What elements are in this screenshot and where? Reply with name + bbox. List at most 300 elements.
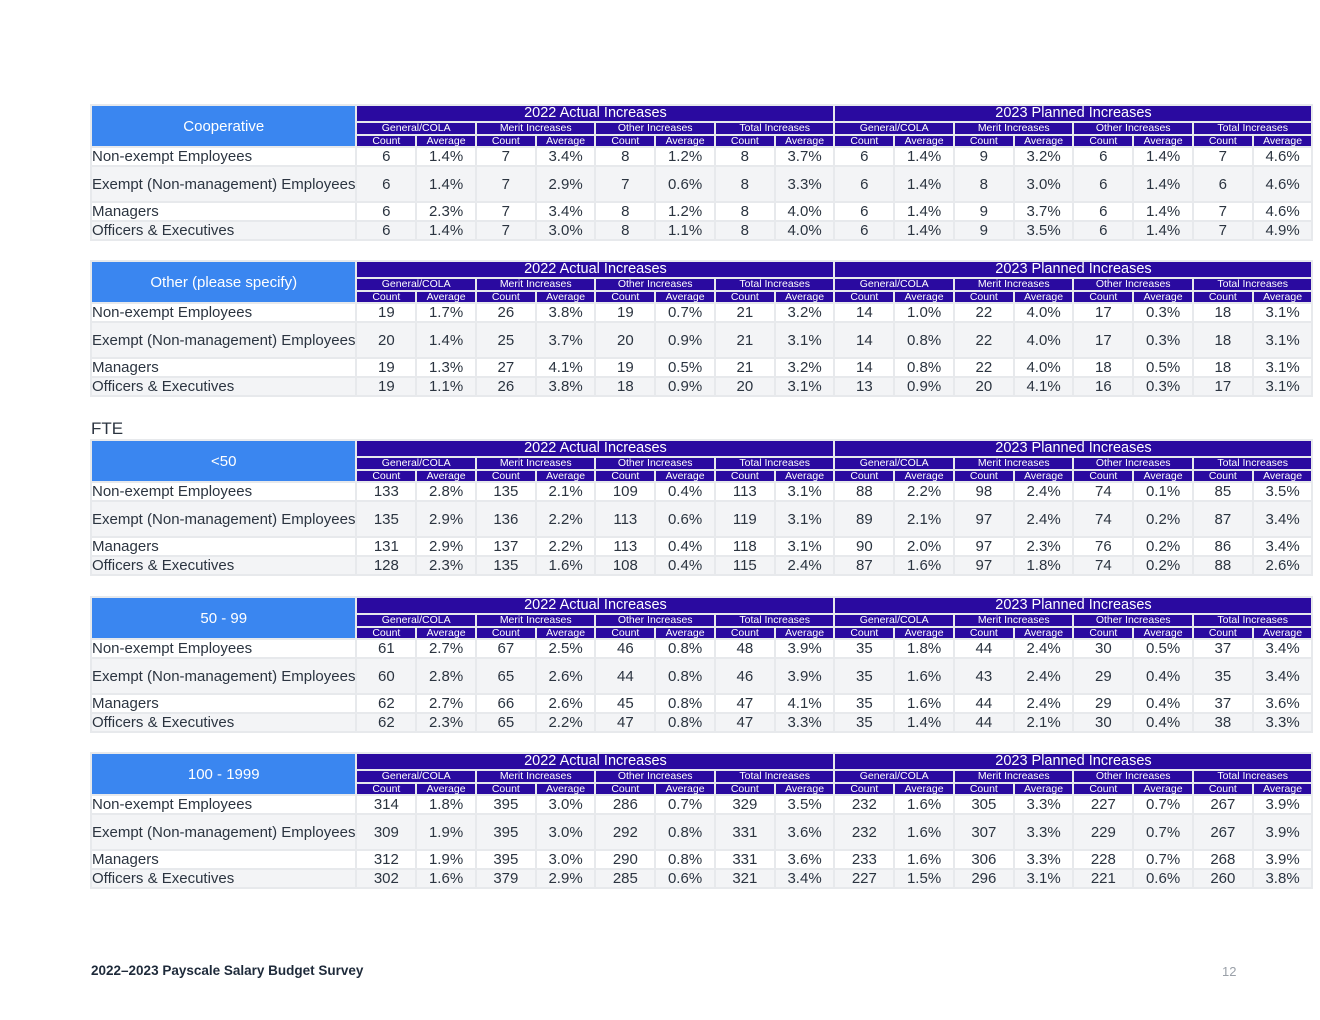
- column-label-average: Average: [1015, 628, 1073, 638]
- count-cell: 18: [1074, 359, 1132, 376]
- average-cell: 1.3%: [417, 359, 475, 376]
- average-cell: 3.5%: [776, 796, 834, 813]
- average-cell: 1.4%: [895, 167, 953, 201]
- count-cell: 6: [1074, 222, 1132, 239]
- average-cell: 0.4%: [656, 557, 714, 574]
- average-cell: 2.3%: [1015, 538, 1073, 555]
- average-cell: 1.8%: [417, 796, 475, 813]
- average-cell: 0.5%: [1134, 640, 1192, 657]
- count-cell: 232: [835, 815, 893, 849]
- count-cell: 26: [477, 304, 535, 321]
- column-label-average: Average: [417, 628, 475, 638]
- salary-table: [90, 596, 1313, 733]
- count-cell: 18: [596, 378, 654, 395]
- average-cell: 3.9%: [776, 659, 834, 693]
- count-cell: 44: [596, 659, 654, 693]
- count-cell: 30: [1074, 714, 1132, 731]
- count-cell: 6: [835, 222, 893, 239]
- average-cell: 1.6%: [895, 557, 953, 574]
- average-cell: 0.9%: [895, 378, 953, 395]
- average-cell: 2.4%: [1015, 659, 1073, 693]
- column-label-count: Count: [835, 784, 893, 794]
- table-category-title: Cooperative: [92, 106, 355, 146]
- count-cell: 37: [1194, 695, 1252, 712]
- average-cell: 3.1%: [776, 378, 834, 395]
- count-cell: 37: [1194, 640, 1252, 657]
- average-cell: 2.4%: [1015, 502, 1073, 536]
- average-cell: 3.4%: [1254, 538, 1312, 555]
- average-cell: 0.2%: [1134, 538, 1192, 555]
- count-cell: 74: [1074, 557, 1132, 574]
- column-label-average: Average: [1134, 471, 1192, 481]
- count-cell: 35: [835, 714, 893, 731]
- count-cell: 135: [357, 502, 415, 536]
- average-cell: 2.9%: [417, 538, 475, 555]
- subheader-increase-type: Merit Increases: [955, 771, 1073, 782]
- column-label-average: Average: [1254, 471, 1312, 481]
- count-cell: 47: [716, 714, 774, 731]
- count-cell: 395: [477, 796, 535, 813]
- column-label-count: Count: [357, 784, 415, 794]
- subheader-increase-type: Total Increases: [716, 458, 834, 469]
- subheader-increase-type: Other Increases: [596, 279, 714, 290]
- row-label: Exempt (Non-management) Employees: [92, 502, 355, 536]
- table-row: [92, 502, 1311, 536]
- count-cell: 97: [955, 538, 1013, 555]
- average-cell: 1.4%: [1134, 167, 1192, 201]
- count-cell: 8: [955, 167, 1013, 201]
- header-2022-actual: 2022 Actual Increases: [357, 441, 833, 456]
- subheader-increase-type: Other Increases: [1074, 615, 1192, 626]
- average-cell: 0.2%: [1134, 557, 1192, 574]
- average-cell: 3.6%: [776, 815, 834, 849]
- table-row: [92, 557, 1311, 574]
- column-label-average: Average: [417, 471, 475, 481]
- average-cell: 2.2%: [537, 714, 595, 731]
- count-cell: 20: [716, 378, 774, 395]
- count-cell: 18: [1194, 304, 1252, 321]
- count-cell: 74: [1074, 502, 1132, 536]
- table-category-title: <50: [92, 441, 355, 481]
- table-row: [92, 640, 1311, 657]
- subheader-increase-type: General/COLA: [835, 771, 953, 782]
- column-label-average: Average: [776, 292, 834, 302]
- average-cell: 1.6%: [417, 870, 475, 887]
- column-label-count: Count: [1194, 292, 1252, 302]
- column-label-average: Average: [656, 292, 714, 302]
- average-cell: 3.3%: [1015, 851, 1073, 868]
- count-cell: 66: [477, 695, 535, 712]
- count-cell: 61: [357, 640, 415, 657]
- count-cell: 290: [596, 851, 654, 868]
- average-cell: 2.4%: [1015, 695, 1073, 712]
- count-cell: 20: [596, 323, 654, 357]
- subheader-increase-type: Other Increases: [1074, 458, 1192, 469]
- count-cell: 7: [477, 148, 535, 165]
- count-cell: 46: [596, 640, 654, 657]
- subheader-increase-type: Other Increases: [596, 771, 714, 782]
- count-cell: 60: [357, 659, 415, 693]
- column-label-average: Average: [1015, 471, 1073, 481]
- row-label: Officers & Executives: [92, 870, 355, 887]
- count-cell: 6: [835, 203, 893, 220]
- count-cell: 109: [596, 483, 654, 500]
- subheader-increase-type: Total Increases: [716, 279, 834, 290]
- count-cell: 35: [835, 659, 893, 693]
- count-cell: 8: [716, 148, 774, 165]
- header-2023-planned: 2023 Planned Increases: [835, 598, 1311, 613]
- count-cell: 115: [716, 557, 774, 574]
- subheader-increase-type: Total Increases: [1194, 458, 1312, 469]
- column-label-average: Average: [895, 136, 953, 146]
- count-cell: 268: [1194, 851, 1252, 868]
- column-label-count: Count: [955, 471, 1013, 481]
- average-cell: 0.8%: [656, 640, 714, 657]
- count-cell: 309: [357, 815, 415, 849]
- count-cell: 312: [357, 851, 415, 868]
- subheader-increase-type: Merit Increases: [955, 615, 1073, 626]
- average-cell: 1.6%: [895, 851, 953, 868]
- salary-table: [90, 752, 1313, 889]
- count-cell: 16: [1074, 378, 1132, 395]
- average-cell: 3.6%: [1254, 695, 1312, 712]
- average-cell: 1.4%: [1134, 222, 1192, 239]
- subheader-increase-type: Total Increases: [1194, 615, 1312, 626]
- row-label: Exempt (Non-management) Employees: [92, 659, 355, 693]
- count-cell: 321: [716, 870, 774, 887]
- count-cell: 6: [1074, 203, 1132, 220]
- average-cell: 4.0%: [1015, 359, 1073, 376]
- count-cell: 292: [596, 815, 654, 849]
- row-label: Exempt (Non-management) Employees: [92, 167, 355, 201]
- average-cell: 0.5%: [656, 359, 714, 376]
- column-label-average: Average: [656, 784, 714, 794]
- average-cell: 3.8%: [537, 304, 595, 321]
- average-cell: 3.2%: [776, 359, 834, 376]
- count-cell: 44: [955, 714, 1013, 731]
- subheader-increase-type: General/COLA: [357, 279, 475, 290]
- average-cell: 4.6%: [1254, 167, 1312, 201]
- page-number: 12: [1222, 964, 1237, 979]
- average-cell: 0.3%: [1134, 323, 1192, 357]
- column-label-count: Count: [835, 292, 893, 302]
- average-cell: 0.6%: [656, 502, 714, 536]
- subheader-increase-type: Total Increases: [1194, 123, 1312, 134]
- average-cell: 3.1%: [1254, 359, 1312, 376]
- average-cell: 3.9%: [1254, 796, 1312, 813]
- count-cell: 8: [596, 203, 654, 220]
- average-cell: 0.4%: [656, 483, 714, 500]
- average-cell: 1.4%: [895, 714, 953, 731]
- count-cell: 44: [955, 640, 1013, 657]
- subheader-increase-type: Merit Increases: [477, 279, 595, 290]
- count-cell: 19: [357, 359, 415, 376]
- header-2022-actual: 2022 Actual Increases: [357, 106, 833, 121]
- average-cell: 1.4%: [417, 222, 475, 239]
- count-cell: 29: [1074, 659, 1132, 693]
- subheader-increase-type: General/COLA: [357, 615, 475, 626]
- row-label: Officers & Executives: [92, 714, 355, 731]
- table-row: [92, 659, 1311, 693]
- average-cell: 2.6%: [1254, 557, 1312, 574]
- count-cell: 87: [1194, 502, 1252, 536]
- count-cell: 331: [716, 851, 774, 868]
- average-cell: 0.4%: [1134, 714, 1192, 731]
- count-cell: 314: [357, 796, 415, 813]
- count-cell: 227: [835, 870, 893, 887]
- column-label-average: Average: [1015, 136, 1073, 146]
- column-label-count: Count: [596, 136, 654, 146]
- count-cell: 6: [1074, 167, 1132, 201]
- count-cell: 229: [1074, 815, 1132, 849]
- average-cell: 3.4%: [776, 870, 834, 887]
- count-cell: 306: [955, 851, 1013, 868]
- table-row: [92, 851, 1311, 868]
- column-label-count: Count: [716, 784, 774, 794]
- salary-table: [90, 439, 1313, 576]
- average-cell: 2.9%: [537, 870, 595, 887]
- count-cell: 7: [477, 222, 535, 239]
- column-label-count: Count: [477, 136, 535, 146]
- count-cell: 65: [477, 714, 535, 731]
- count-cell: 296: [955, 870, 1013, 887]
- column-label-average: Average: [417, 784, 475, 794]
- average-cell: 1.2%: [656, 203, 714, 220]
- count-cell: 7: [477, 167, 535, 201]
- average-cell: 0.8%: [656, 659, 714, 693]
- subheader-increase-type: General/COLA: [357, 458, 475, 469]
- column-label-count: Count: [477, 784, 535, 794]
- count-cell: 221: [1074, 870, 1132, 887]
- average-cell: 0.1%: [1134, 483, 1192, 500]
- column-label-count: Count: [357, 292, 415, 302]
- count-cell: 74: [1074, 483, 1132, 500]
- average-cell: 4.0%: [776, 203, 834, 220]
- subheader-increase-type: Other Increases: [596, 123, 714, 134]
- average-cell: 0.6%: [656, 167, 714, 201]
- average-cell: 2.1%: [895, 502, 953, 536]
- subheader-increase-type: General/COLA: [835, 458, 953, 469]
- count-cell: 67: [477, 640, 535, 657]
- subheader-increase-type: Total Increases: [1194, 279, 1312, 290]
- table-row: [92, 796, 1311, 813]
- average-cell: 2.7%: [417, 695, 475, 712]
- count-cell: 22: [955, 323, 1013, 357]
- row-label: Non-exempt Employees: [92, 796, 355, 813]
- column-label-count: Count: [955, 292, 1013, 302]
- column-label-count: Count: [955, 136, 1013, 146]
- count-cell: 44: [955, 695, 1013, 712]
- count-cell: 267: [1194, 796, 1252, 813]
- average-cell: 1.6%: [537, 557, 595, 574]
- count-cell: 7: [596, 167, 654, 201]
- count-cell: 17: [1074, 304, 1132, 321]
- average-cell: 3.1%: [1254, 378, 1312, 395]
- average-cell: 0.8%: [656, 714, 714, 731]
- table-row: [92, 304, 1311, 321]
- count-cell: 98: [955, 483, 1013, 500]
- column-label-count: Count: [596, 784, 654, 794]
- count-cell: 88: [1194, 557, 1252, 574]
- subheader-increase-type: Other Increases: [596, 615, 714, 626]
- count-cell: 22: [955, 359, 1013, 376]
- count-cell: 14: [835, 323, 893, 357]
- count-cell: 302: [357, 870, 415, 887]
- subheader-increase-type: General/COLA: [357, 771, 475, 782]
- subheader-increase-type: General/COLA: [835, 615, 953, 626]
- average-cell: 2.2%: [895, 483, 953, 500]
- average-cell: 1.9%: [417, 851, 475, 868]
- column-label-count: Count: [1194, 471, 1252, 481]
- subheader-increase-type: General/COLA: [835, 279, 953, 290]
- column-label-count: Count: [716, 292, 774, 302]
- header-2022-actual: 2022 Actual Increases: [357, 262, 833, 277]
- count-cell: 379: [477, 870, 535, 887]
- count-cell: 89: [835, 502, 893, 536]
- average-cell: 2.7%: [417, 640, 475, 657]
- average-cell: 3.4%: [1254, 659, 1312, 693]
- average-cell: 3.0%: [537, 815, 595, 849]
- count-cell: 6: [835, 148, 893, 165]
- row-label: Managers: [92, 851, 355, 868]
- average-cell: 3.1%: [1254, 304, 1312, 321]
- row-label: Managers: [92, 359, 355, 376]
- column-label-average: Average: [1134, 136, 1192, 146]
- table-category-title: Other (please specify): [92, 262, 355, 302]
- average-cell: 3.3%: [776, 167, 834, 201]
- count-cell: 13: [835, 378, 893, 395]
- count-cell: 19: [596, 359, 654, 376]
- count-cell: 8: [716, 167, 774, 201]
- average-cell: 1.4%: [895, 222, 953, 239]
- count-cell: 97: [955, 557, 1013, 574]
- average-cell: 3.5%: [1254, 483, 1312, 500]
- column-label-count: Count: [1074, 628, 1132, 638]
- subheader-increase-type: Total Increases: [716, 123, 834, 134]
- column-label-count: Count: [1194, 136, 1252, 146]
- average-cell: 2.4%: [1015, 640, 1073, 657]
- table-row: [92, 538, 1311, 555]
- footer-title: 2022–2023 Payscale Salary Budget Survey: [91, 963, 364, 978]
- count-cell: 43: [955, 659, 1013, 693]
- count-cell: 46: [716, 659, 774, 693]
- count-cell: 21: [716, 323, 774, 357]
- column-label-count: Count: [596, 471, 654, 481]
- subheader-increase-type: Merit Increases: [955, 458, 1073, 469]
- count-cell: 97: [955, 502, 1013, 536]
- average-cell: 3.4%: [1254, 640, 1312, 657]
- row-label: Officers & Executives: [92, 557, 355, 574]
- count-cell: 233: [835, 851, 893, 868]
- row-label: Managers: [92, 203, 355, 220]
- average-cell: 2.2%: [537, 538, 595, 555]
- count-cell: 9: [955, 203, 1013, 220]
- column-label-average: Average: [537, 628, 595, 638]
- salary-table: [90, 260, 1313, 397]
- average-cell: 1.8%: [895, 640, 953, 657]
- average-cell: 3.7%: [537, 323, 595, 357]
- count-cell: 285: [596, 870, 654, 887]
- count-cell: 136: [477, 502, 535, 536]
- row-label: Non-exempt Employees: [92, 148, 355, 165]
- subheader-increase-type: Merit Increases: [477, 615, 595, 626]
- table-row: [92, 323, 1311, 357]
- average-cell: 3.2%: [776, 304, 834, 321]
- count-cell: 6: [357, 148, 415, 165]
- average-cell: 0.6%: [1134, 870, 1192, 887]
- table-row: [92, 378, 1311, 395]
- subheader-increase-type: Merit Increases: [955, 123, 1073, 134]
- average-cell: 2.9%: [537, 167, 595, 201]
- section-label-fte: FTE: [91, 419, 124, 438]
- average-cell: 4.1%: [776, 695, 834, 712]
- count-cell: 47: [716, 695, 774, 712]
- count-cell: 113: [596, 538, 654, 555]
- average-cell: 3.3%: [1015, 796, 1073, 813]
- average-cell: 3.1%: [776, 483, 834, 500]
- average-cell: 0.3%: [1134, 378, 1192, 395]
- column-label-average: Average: [776, 784, 834, 794]
- average-cell: 3.0%: [537, 222, 595, 239]
- subheader-increase-type: Other Increases: [1074, 279, 1192, 290]
- row-label: Officers & Executives: [92, 222, 355, 239]
- table-row: [92, 148, 1311, 165]
- average-cell: 0.6%: [656, 870, 714, 887]
- column-label-average: Average: [1134, 292, 1192, 302]
- count-cell: 76: [1074, 538, 1132, 555]
- count-cell: 6: [357, 167, 415, 201]
- row-label: Non-exempt Employees: [92, 483, 355, 500]
- average-cell: 3.4%: [537, 203, 595, 220]
- average-cell: 3.3%: [1015, 815, 1073, 849]
- row-label: Exempt (Non-management) Employees: [92, 323, 355, 357]
- average-cell: 1.4%: [417, 148, 475, 165]
- count-cell: 6: [1074, 148, 1132, 165]
- count-cell: 19: [357, 378, 415, 395]
- average-cell: 4.1%: [1015, 378, 1073, 395]
- subheader-increase-type: Other Increases: [1074, 771, 1192, 782]
- average-cell: 0.4%: [1134, 695, 1192, 712]
- subheader-increase-type: Total Increases: [1194, 771, 1312, 782]
- count-cell: 6: [357, 222, 415, 239]
- count-cell: 7: [1194, 148, 1252, 165]
- table-row: [92, 815, 1311, 849]
- column-label-average: Average: [1254, 628, 1312, 638]
- header-2022-actual: 2022 Actual Increases: [357, 754, 833, 769]
- count-cell: 35: [1194, 659, 1252, 693]
- column-label-average: Average: [656, 628, 714, 638]
- table-row: [92, 714, 1311, 731]
- column-label-average: Average: [537, 292, 595, 302]
- average-cell: 2.8%: [417, 659, 475, 693]
- average-cell: 0.7%: [1134, 796, 1192, 813]
- average-cell: 2.3%: [417, 557, 475, 574]
- average-cell: 3.1%: [1254, 323, 1312, 357]
- subheader-increase-type: Total Increases: [716, 615, 834, 626]
- count-cell: 85: [1194, 483, 1252, 500]
- count-cell: 232: [835, 796, 893, 813]
- table-row: [92, 483, 1311, 500]
- row-label: Managers: [92, 538, 355, 555]
- average-cell: 3.9%: [776, 640, 834, 657]
- count-cell: 26: [477, 378, 535, 395]
- count-cell: 27: [477, 359, 535, 376]
- average-cell: 1.1%: [656, 222, 714, 239]
- average-cell: 0.4%: [1134, 659, 1192, 693]
- column-label-average: Average: [656, 471, 714, 481]
- average-cell: 0.3%: [1134, 304, 1192, 321]
- column-label-average: Average: [895, 628, 953, 638]
